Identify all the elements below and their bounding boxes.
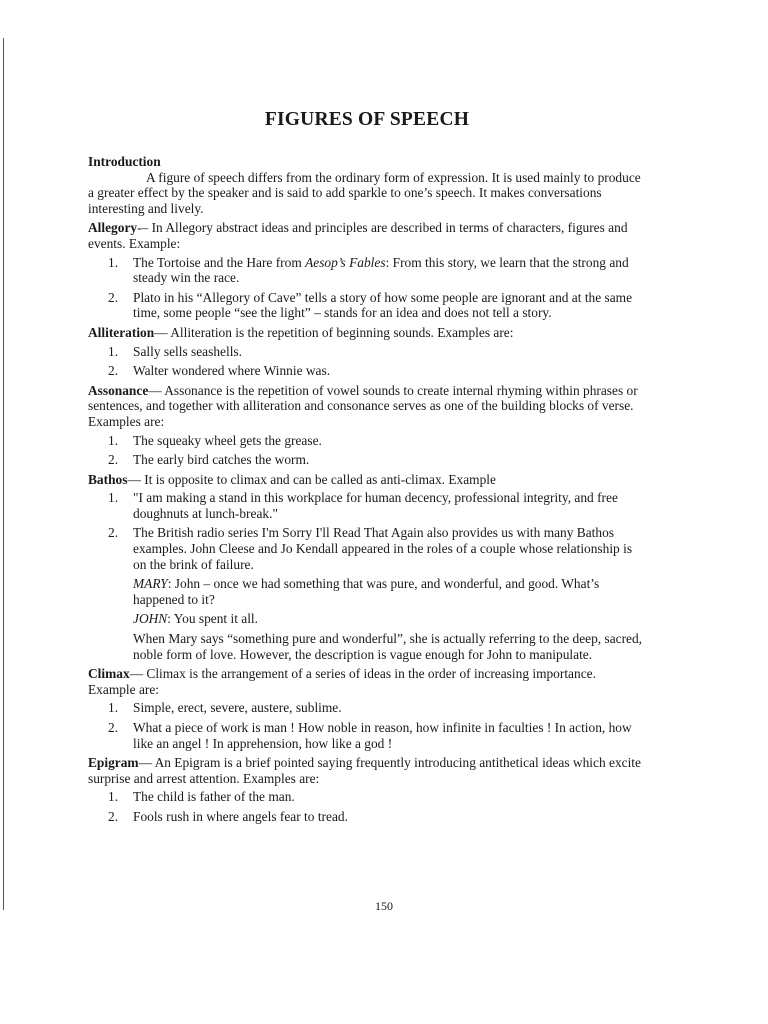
list-item-text: "I am making a stand in this workplace for human decency, professional integrity, and free doughnuts at lunch-break.": [133, 490, 618, 521]
list-item: [88, 363, 646, 379]
list-number: 2.: [108, 363, 119, 379]
list-number: 1.: [108, 789, 119, 805]
alliteration-definition: [88, 325, 646, 341]
allegory-term: Allegory: [88, 220, 138, 236]
allegory-examples: [88, 255, 646, 321]
list-item: [88, 290, 646, 321]
list-item-text: Walter wondered where Winnie was.: [133, 363, 331, 379]
assonance-definition: [88, 383, 646, 430]
list-item-text: : From this story, we learn that the strong and steady win the race.: [133, 254, 629, 286]
dialogue-text: : You spent it all.: [167, 611, 258, 627]
epigram-examples: [88, 789, 646, 824]
list-item: [88, 700, 646, 716]
list-item-text: The Tortoise and the Hare from: [133, 254, 306, 270]
list-item-text: The British radio series I'm Sorry I'll Read That Again also provides us with many Bathos examples. John Cleese and Jo Kendall appeared in the roles of a couple whose relationship is on the brink of failure.: [133, 525, 633, 572]
epigram-definition: [88, 755, 646, 786]
bathos-term: Bathos: [88, 471, 128, 487]
page-binding-edge: [3, 38, 4, 910]
list-item: [88, 809, 646, 825]
bathos-explanation: When Mary says “something pure and wonderful”, she is actually referring to the deep, sacred, noble form of love. However, the description is vague enough for John to manipulate.: [133, 631, 643, 662]
allegory-text: -– In Allegory abstract ideas and principles are described in terms of characters, figures and events. Example:: [88, 220, 628, 251]
list-item: [88, 720, 646, 751]
assonance-term: Assonance: [88, 382, 149, 398]
assonance-text: — Assonance is the repetition of vowel sounds to create internal rhyming within phrases or sentences, and together with alliteration and consonance serves as one of the building blocks of verse. Examples are:: [88, 382, 638, 429]
climax-definition: [88, 666, 646, 697]
list-item: [88, 789, 646, 805]
list-item: [88, 433, 646, 449]
page-title: FIGURES OF SPEECH: [264, 109, 470, 130]
bathos-text: — It is opposite to climax and can be called as anti-climax. Example: [127, 471, 496, 487]
list-number: 2.: [108, 452, 119, 468]
climax-examples: [88, 700, 646, 751]
climax-text: — Climax is the arrangement of a series of ideas in the order of increasing importance. Example are:: [88, 666, 596, 697]
introduction-text: A figure of speech differs from the ordinary form of expression. It is used mainly to produce a greater effect by the speaker and is said to add sparkle to one’s speech. It makes conversations interesting and lively.: [88, 169, 641, 216]
introduction-heading: Introduction: [88, 154, 161, 169]
book-title: Aesop’s Fables: [305, 254, 386, 270]
speaker-name: JOHN: [133, 611, 168, 627]
list-item-text: The squeaky wheel gets the grease.: [133, 432, 322, 448]
list-item-text: What a piece of work is man ! How noble in reason, how infinite in faculties ! In action, how like an angel ! In apprehension, how like a god !: [133, 720, 632, 751]
page-number: 150: [375, 899, 393, 913]
dialogue-text: : John – once we had something that was pure, and wonderful, and good. What’s happened to it?: [133, 576, 600, 607]
alliteration-text: — Alliteration is the repetition of beginning sounds. Examples are:: [154, 324, 514, 340]
list-number: 1.: [108, 700, 119, 716]
assonance-examples: [88, 433, 646, 468]
epigram-text: — An Epigram is a brief pointed saying frequently introducing antithetical ideas which excite surprise and arrest attention. Examples are:: [88, 755, 641, 786]
list-item-text: The early bird catches the worm.: [133, 452, 310, 468]
list-item: [88, 344, 646, 360]
list-number: 1.: [108, 432, 119, 448]
alliteration-term: Alliteration: [88, 324, 155, 340]
bathos-examples: [88, 490, 646, 572]
list-number: 2.: [108, 720, 119, 735]
list-number: 2.: [108, 808, 119, 824]
list-number: 2.: [108, 289, 119, 305]
speaker-name: MARY: [133, 576, 168, 592]
dialogue-line-mary: [88, 576, 646, 607]
list-number: 1.: [108, 254, 119, 270]
alliteration-examples: [88, 344, 646, 379]
list-number: 1.: [108, 343, 119, 359]
list-item: [88, 255, 646, 286]
list-item: [88, 525, 646, 572]
list-item: [88, 490, 646, 521]
list-number: 2.: [108, 525, 119, 541]
list-item-text: Simple, erect, severe, austere, sublime.: [133, 700, 342, 716]
epigram-term: Epigram: [88, 755, 139, 771]
list-item-text: The child is father of the man.: [133, 789, 295, 805]
list-item-text: Fools rush in where angels fear to tread.: [133, 808, 348, 824]
dialogue-line-john: [88, 611, 646, 627]
list-item-text: Sally sells seashells.: [133, 343, 242, 359]
list-item-text: Plato in his “Allegory of Cave” tells a story of how some people are ignorant and at the same time, some people “see the light” – stands for an idea and does not tell a story.: [133, 289, 633, 321]
climax-term: Climax: [88, 666, 130, 682]
document-page: [88, 108, 646, 829]
list-number: 1.: [108, 490, 119, 506]
bathos-definition: [88, 472, 646, 488]
list-item: [88, 452, 646, 468]
allegory-definition: [88, 220, 646, 251]
